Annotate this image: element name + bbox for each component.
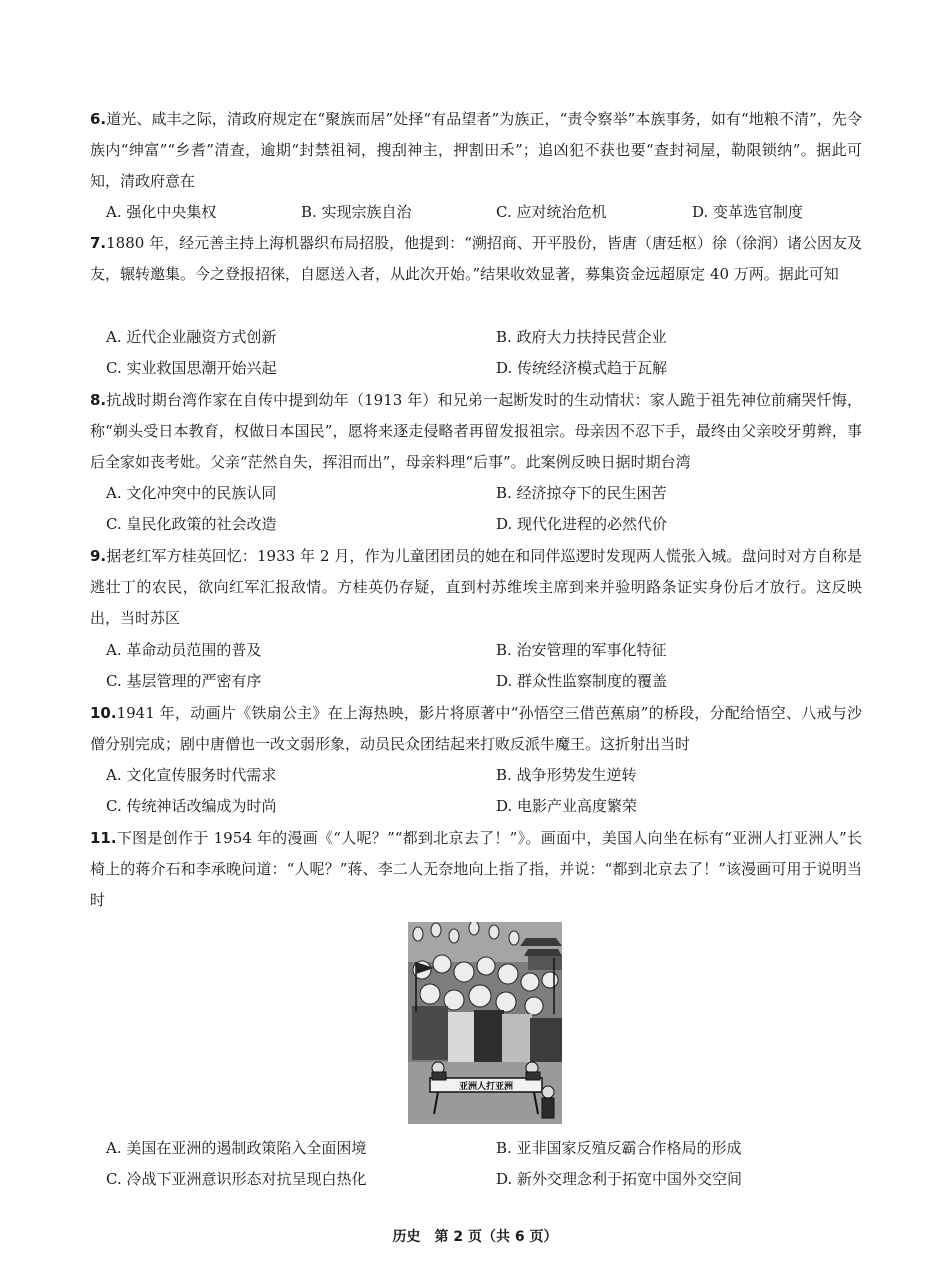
- option-d: D. 电影产业高度繁荣: [496, 797, 638, 815]
- options-11: [106, 1133, 866, 1195]
- option-b: B. 实现宗族自治: [301, 203, 412, 221]
- cartoon-image: [408, 922, 562, 1124]
- question-7: [90, 228, 862, 290]
- options-10: [106, 760, 866, 822]
- option-b: B. 战争形势发生逆转: [496, 766, 637, 784]
- option-d: D. 新外交理念利于拓宽中国外交空间: [496, 1170, 743, 1188]
- option-c: C. 传统神话改编成为时尚: [106, 797, 277, 815]
- option-b: B. 亚非国家反殖反霸合作格局的形成: [496, 1139, 742, 1157]
- option-a: A. 革命动员范围的普及: [106, 641, 262, 659]
- options-9: [106, 635, 866, 697]
- cartoon-bench-label: 亚洲人打亚洲: [458, 1082, 514, 1092]
- option-b: B. 政府大力扶持民营企业: [496, 328, 667, 346]
- question-stem: 1880 年，经元善主持上海机器织布局招股，他提到：“溯招商、开平股份，皆唐（唐廷枢）徐（徐润）诸公因友及友，辗转邀集。今之登报招徕，自愿送入者，从此次开始。”结果收效显著，募集资金远超原定 40 万两。据此可知: [90, 234, 862, 283]
- option-a: A. 文化冲突中的民族认同: [106, 484, 277, 502]
- question-stem: 抗战时期台湾作家在自传中提到幼年（1913 年）和兄弟一起断发时的生动情状：家人跪于祖先神位前痛哭忏悔，称“剃头受日本教育，权做日本国民”，愿将来逐走侵略者再留发报祖宗。母亲因不忍下手，最终由父亲咬牙剪辫，事后全家如丧考妣。父亲“茫然自失，挥泪而出”，母亲料理“后事”。此案例反映日据时期台湾: [90, 391, 862, 471]
- question-number: 8.: [90, 391, 107, 409]
- option-c: C. 应对统治危机: [496, 203, 607, 221]
- question-6: [90, 104, 862, 197]
- option-c: C. 实业救国思潮开始兴起: [106, 359, 277, 377]
- option-a: A. 美国在亚洲的遏制政策陷入全面困境: [106, 1139, 367, 1157]
- option-c: C. 冷战下亚洲意识形态对抗呈现白热化: [106, 1170, 367, 1188]
- page-footer: 历史 第 2 页（共 6 页）: [392, 1229, 558, 1245]
- option-d: D. 群众性监察制度的覆盖: [496, 672, 668, 690]
- option-d: D. 现代化进程的必然代价: [496, 515, 668, 533]
- question-11: [90, 823, 862, 916]
- options-8: [106, 478, 866, 540]
- option-c: C. 基层管理的严密有序: [106, 672, 262, 690]
- question-9: [90, 541, 862, 634]
- option-a: A. 文化宣传服务时代需求: [106, 766, 277, 784]
- option-a: A. 近代企业融资方式创新: [106, 328, 277, 346]
- question-number: 6.: [90, 110, 107, 128]
- options-6: [106, 197, 866, 228]
- option-d: D. 传统经济模式趋于瓦解: [496, 359, 668, 377]
- option-b: B. 经济掠夺下的民生困苦: [496, 484, 667, 502]
- option-b: B. 治安管理的军事化特征: [496, 641, 667, 659]
- option-a: A. 强化中央集权: [106, 203, 217, 221]
- options-7: [106, 322, 866, 384]
- question-number: 7.: [90, 234, 107, 252]
- question-8: [90, 385, 862, 478]
- question-stem: 道光、咸丰之际，清政府规定在“聚族而居”处择“有品望者”为族正，“责令察举”本族事务，如有“地粮不清”，先令族内“绅富”“乡耆”清查，逾期“封禁祖祠，搜刮神主，押割田禾”；追凶犯不获也要“查封祠屋，勒限锁纳”。据此可知，清政府意在: [90, 110, 862, 190]
- question-number: 10.: [90, 704, 117, 722]
- question-number: 11.: [90, 829, 117, 847]
- option-d: D. 变革选官制度: [692, 203, 804, 221]
- question-stem: 据老红军方桂英回忆：1933 年 2 月，作为儿童团团员的她在和同伴巡逻时发现两人慌张入城。盘问时对方自称是逃壮丁的农民，欲向红军汇报敌情。方桂英仍存疑，直到村苏维埃主席到来并验明路条证实身份后才放行。这反映出，当时苏区: [90, 547, 862, 627]
- question-number: 9.: [90, 547, 107, 565]
- option-c: C. 皇民化政策的社会改造: [106, 515, 277, 533]
- question-10: [90, 698, 862, 760]
- question-stem: 1941 年，动画片《铁扇公主》在上海热映，影片将原著中“孙悟空三借芭蕉扇”的桥段，分配给悟空、八戒与沙僧分别完成；剧中唐僧也一改文弱形象，动员民众团结起来打败反派牛魔王。这折射出当时: [90, 704, 862, 753]
- question-stem: 下图是创作于 1954 年的漫画《“人呢？”“都到北京去了！”》。画面中，美国人向坐在标有“亚洲人打亚洲人”长椅上的蒋介石和李承晚问道：“人呢？”蒋、李二人无奈地向上指了指，并说：“都到北京去了！”该漫画可用于说明当时: [90, 829, 862, 909]
